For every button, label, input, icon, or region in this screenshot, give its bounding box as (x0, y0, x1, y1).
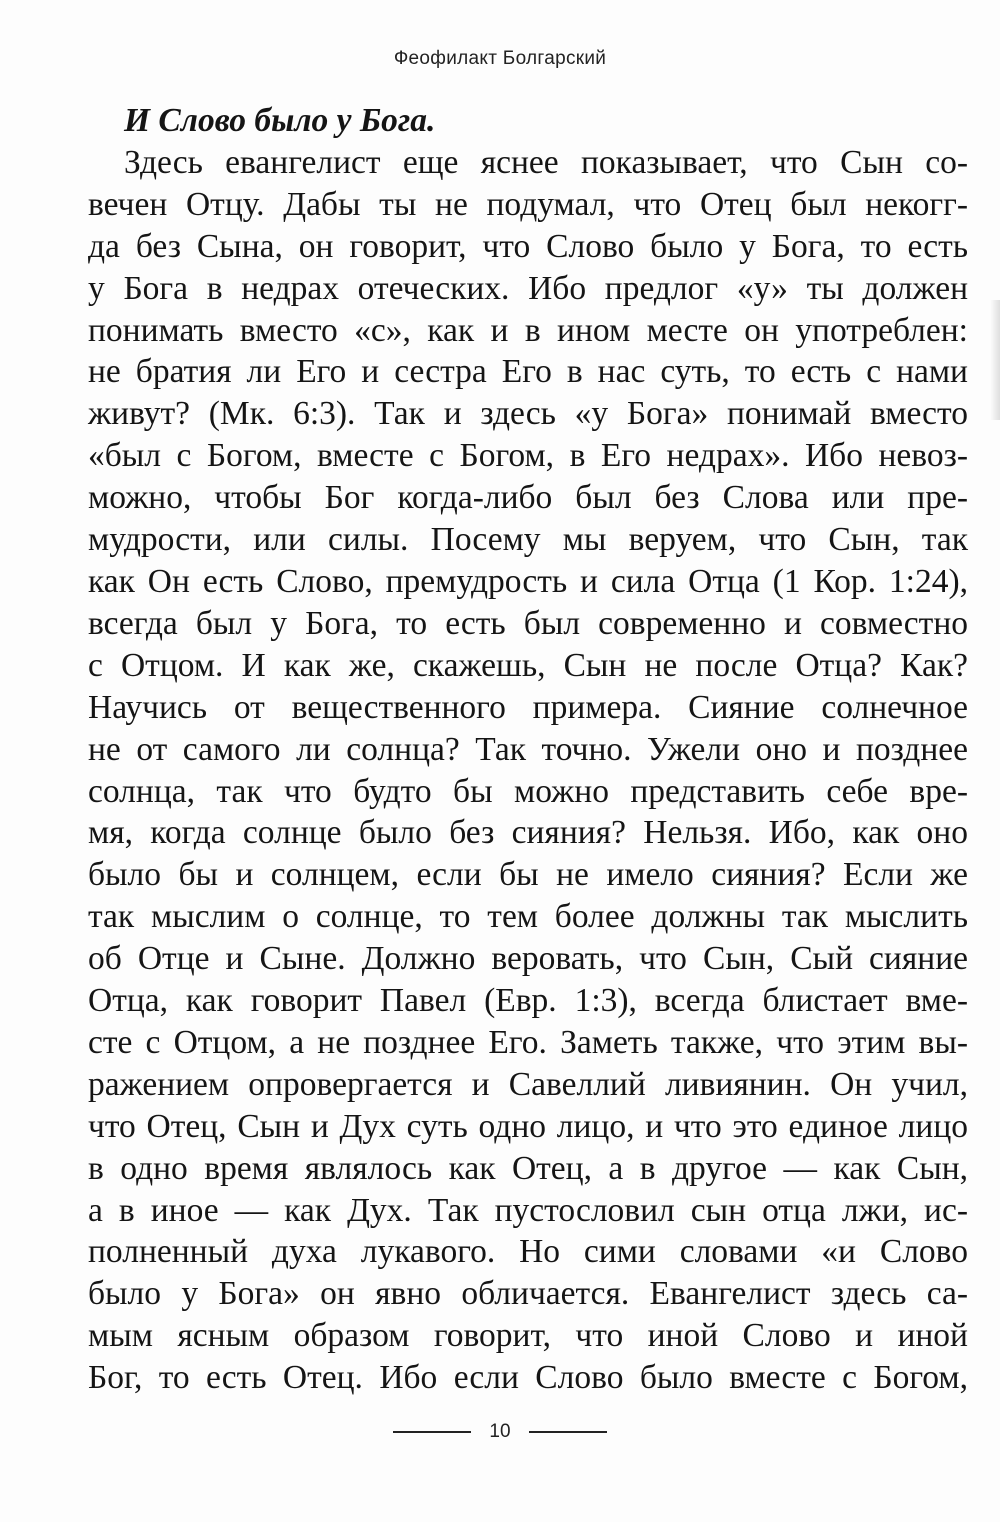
text-line: можно, чтобы Бог когда-либо был без Слова или пре- (88, 479, 968, 517)
text-line: «был с Богом, вместе с Богом, в Его недрах». Ибо невоз- (88, 437, 968, 475)
text-line: как Он есть Слово, премудрость и сила Отца (1 Кор. 1:24), (88, 562, 968, 600)
paragraph (88, 142, 968, 1399)
text-line: об Отце и Сыне. Должно веровать, что Сын, Сый сияние (88, 940, 968, 978)
verse-heading: И Слово было у Бога. (124, 102, 436, 139)
text-line: было у Бога» он явно обличается. Евангелист здесь са- (88, 1275, 968, 1313)
text-line: понимать вместо «с», как и в ином месте он употреблен: (88, 311, 968, 349)
footer-rule-right (529, 1431, 607, 1433)
text-line: ражением опровергается и Савеллий ливиянин. Он учил, (88, 1065, 968, 1103)
text-line: в одно время являлось как Отец, а в другое — как Сын, (88, 1149, 968, 1187)
text-line: да без Сына, он говорит, что Слово было у Бога, то есть (88, 227, 968, 265)
text-line: не братия ли Его и сестра Его в нас суть, то есть с нами (88, 353, 968, 391)
running-head: Феофилакт Болгарский (393, 48, 607, 69)
text-line: так мыслим о солнце, то тем более должны так мыслить (88, 898, 968, 936)
footer-rule-left (393, 1431, 471, 1433)
text-line: Здесь евангелист еще яснее показывает, что Сын со- (124, 143, 968, 181)
text-line: всегда был у Бога, то есть был современно и совместно (88, 604, 968, 642)
text-line: вечен Отцу. Дабы ты не подумал, что Отец был некогг- (88, 185, 968, 223)
text-line: у Бога в недрах отеческих. Ибо предлог «у» ты должен (88, 269, 968, 307)
text-line: живут? (Мк. 6:3). Так и здесь «у Бога» понимай вместо (88, 395, 968, 433)
text-line: а в иное — как Дух. Так пустословил сын отца лжи, ис- (88, 1191, 968, 1229)
text-line: мудрости, или силы. Посему мы веруем, что Сын, так (88, 521, 968, 559)
text-line: Бог, то есть Отец. Ибо если Слово было вместе с Богом, (88, 1359, 968, 1397)
text-line: солнца, так что будто бы можно представить себе вре- (88, 772, 968, 810)
text-line: мым ясным образом говорит, что иной Слово и иной (88, 1317, 968, 1355)
page-number: 10 (489, 1421, 511, 1442)
text-line: Отца, как говорит Павел (Евр. 1:3), всегда блистает вме- (88, 982, 968, 1020)
text-line: сте с Отцом, а не позднее Его. Заметь также, что этим вы- (88, 1023, 968, 1061)
text-line: Научись от вещественного примера. Сияние солнечное (88, 688, 968, 726)
text-line: не от самого ли солнца? Так точно. Ужели оно и позднее (88, 730, 968, 768)
text-line: с Отцом. И как же, скажешь, Сын не после Отца? Как? (88, 646, 968, 684)
text-line: мя, когда солнце было без сияния? Нельзя. Ибо, как оно (88, 814, 968, 852)
page-edge-shadow (990, 300, 1000, 420)
page-footer (0, 1420, 1000, 1444)
text-line: полненный духа лукавого. Но сими словами «и Слово (88, 1233, 968, 1271)
text-line: что Отец, Сын и Дух суть одно лицо, и что это единое лицо (88, 1107, 968, 1145)
text-line: было бы и солнцем, если бы не имело сияния? Если же (88, 856, 968, 894)
body-text (88, 100, 968, 1399)
